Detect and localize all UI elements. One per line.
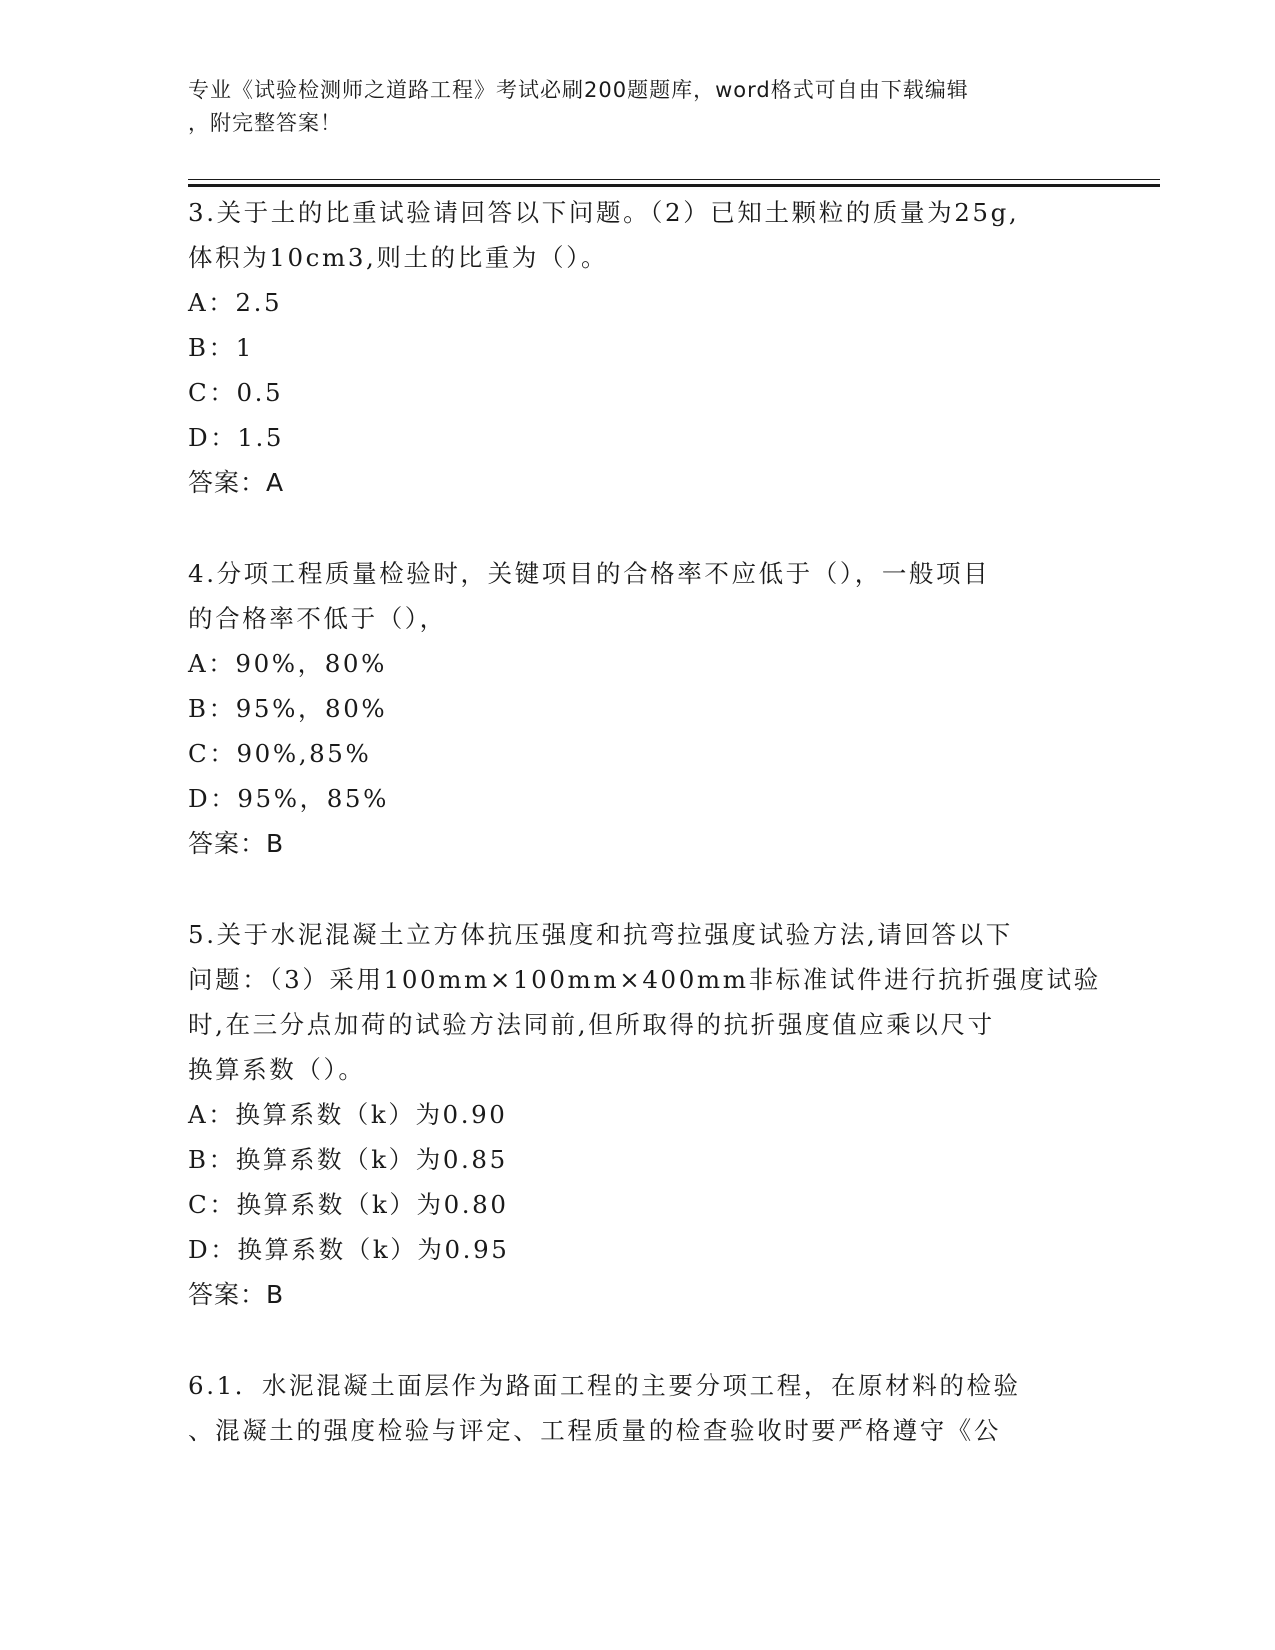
stem-line: 体积为10cm3,则土的比重为（）。 — [188, 243, 609, 272]
question-stem — [188, 1363, 1088, 1453]
option-d: D：95%，85% — [188, 784, 389, 813]
option-a: A：2.5 — [188, 288, 283, 317]
stem-line: 时,在三分点加荷的试验方法同前,但所取得的抗折强度值应乘以尺寸 — [188, 1010, 995, 1039]
option-b: B：1 — [188, 333, 254, 362]
question-stem — [188, 912, 1101, 1092]
header-divider-thick — [188, 184, 1160, 187]
stem-line: 4.分项工程质量检验时，关键项目的合格率不应低于（），一般项目 — [188, 559, 991, 588]
stem-line: 的合格率不低于（）， — [188, 604, 447, 633]
answer-text: 答案：B — [188, 829, 285, 858]
header-divider-thin — [188, 179, 1160, 180]
stem-line: 3.关于土的比重试验请回答以下问题。（2）已知土颗粒的质量为25g, — [188, 198, 1020, 227]
option-d: D：换算系数（k）为0.95 — [188, 1235, 510, 1264]
question-5 — [188, 912, 1101, 1317]
stem-line: 问题：（3）采用100mm×100mm×400mm非标准试件进行抗折强度试验 — [188, 965, 1101, 994]
answer-text: 答案：B — [188, 1280, 285, 1309]
option-c: C：换算系数（k）为0.80 — [188, 1190, 509, 1219]
question-list — [188, 190, 1101, 1499]
answer-text: 答案：A — [188, 468, 285, 497]
stem-line: 6.1．水泥混凝土面层作为路面工程的主要分项工程，在原材料的检验 — [188, 1371, 1021, 1400]
option-c: C：90%,85% — [188, 739, 372, 768]
document-header — [188, 74, 1068, 140]
option-b: B：换算系数（k）为0.85 — [188, 1145, 508, 1174]
stem-line: 、混凝土的强度检验与评定、工程质量的检查验收时要严格遵守《公 — [188, 1416, 1001, 1445]
question-4 — [188, 551, 1088, 866]
question-stem — [188, 551, 1088, 641]
option-c: C：0.5 — [188, 378, 284, 407]
question-6 — [188, 1363, 1088, 1453]
stem-line: 换算系数（）。 — [188, 1055, 366, 1084]
stem-line: 5.关于水泥混凝土立方体抗压强度和抗弯拉强度试验方法,请回答以下 — [188, 920, 1013, 949]
option-d: D：1.5 — [188, 423, 285, 452]
header-line-2: ，附完整答案！ — [188, 111, 342, 135]
question-stem — [188, 190, 1088, 280]
question-3 — [188, 190, 1088, 505]
option-a: A：90%，80% — [188, 649, 388, 678]
header-line-1: 专业《试验检测师之道路工程》考试必刷200题题库，word格式可自由下载编辑 — [188, 78, 969, 102]
option-a: A：换算系数（k）为0.90 — [188, 1100, 508, 1129]
option-b: B：95%，80% — [188, 694, 388, 723]
